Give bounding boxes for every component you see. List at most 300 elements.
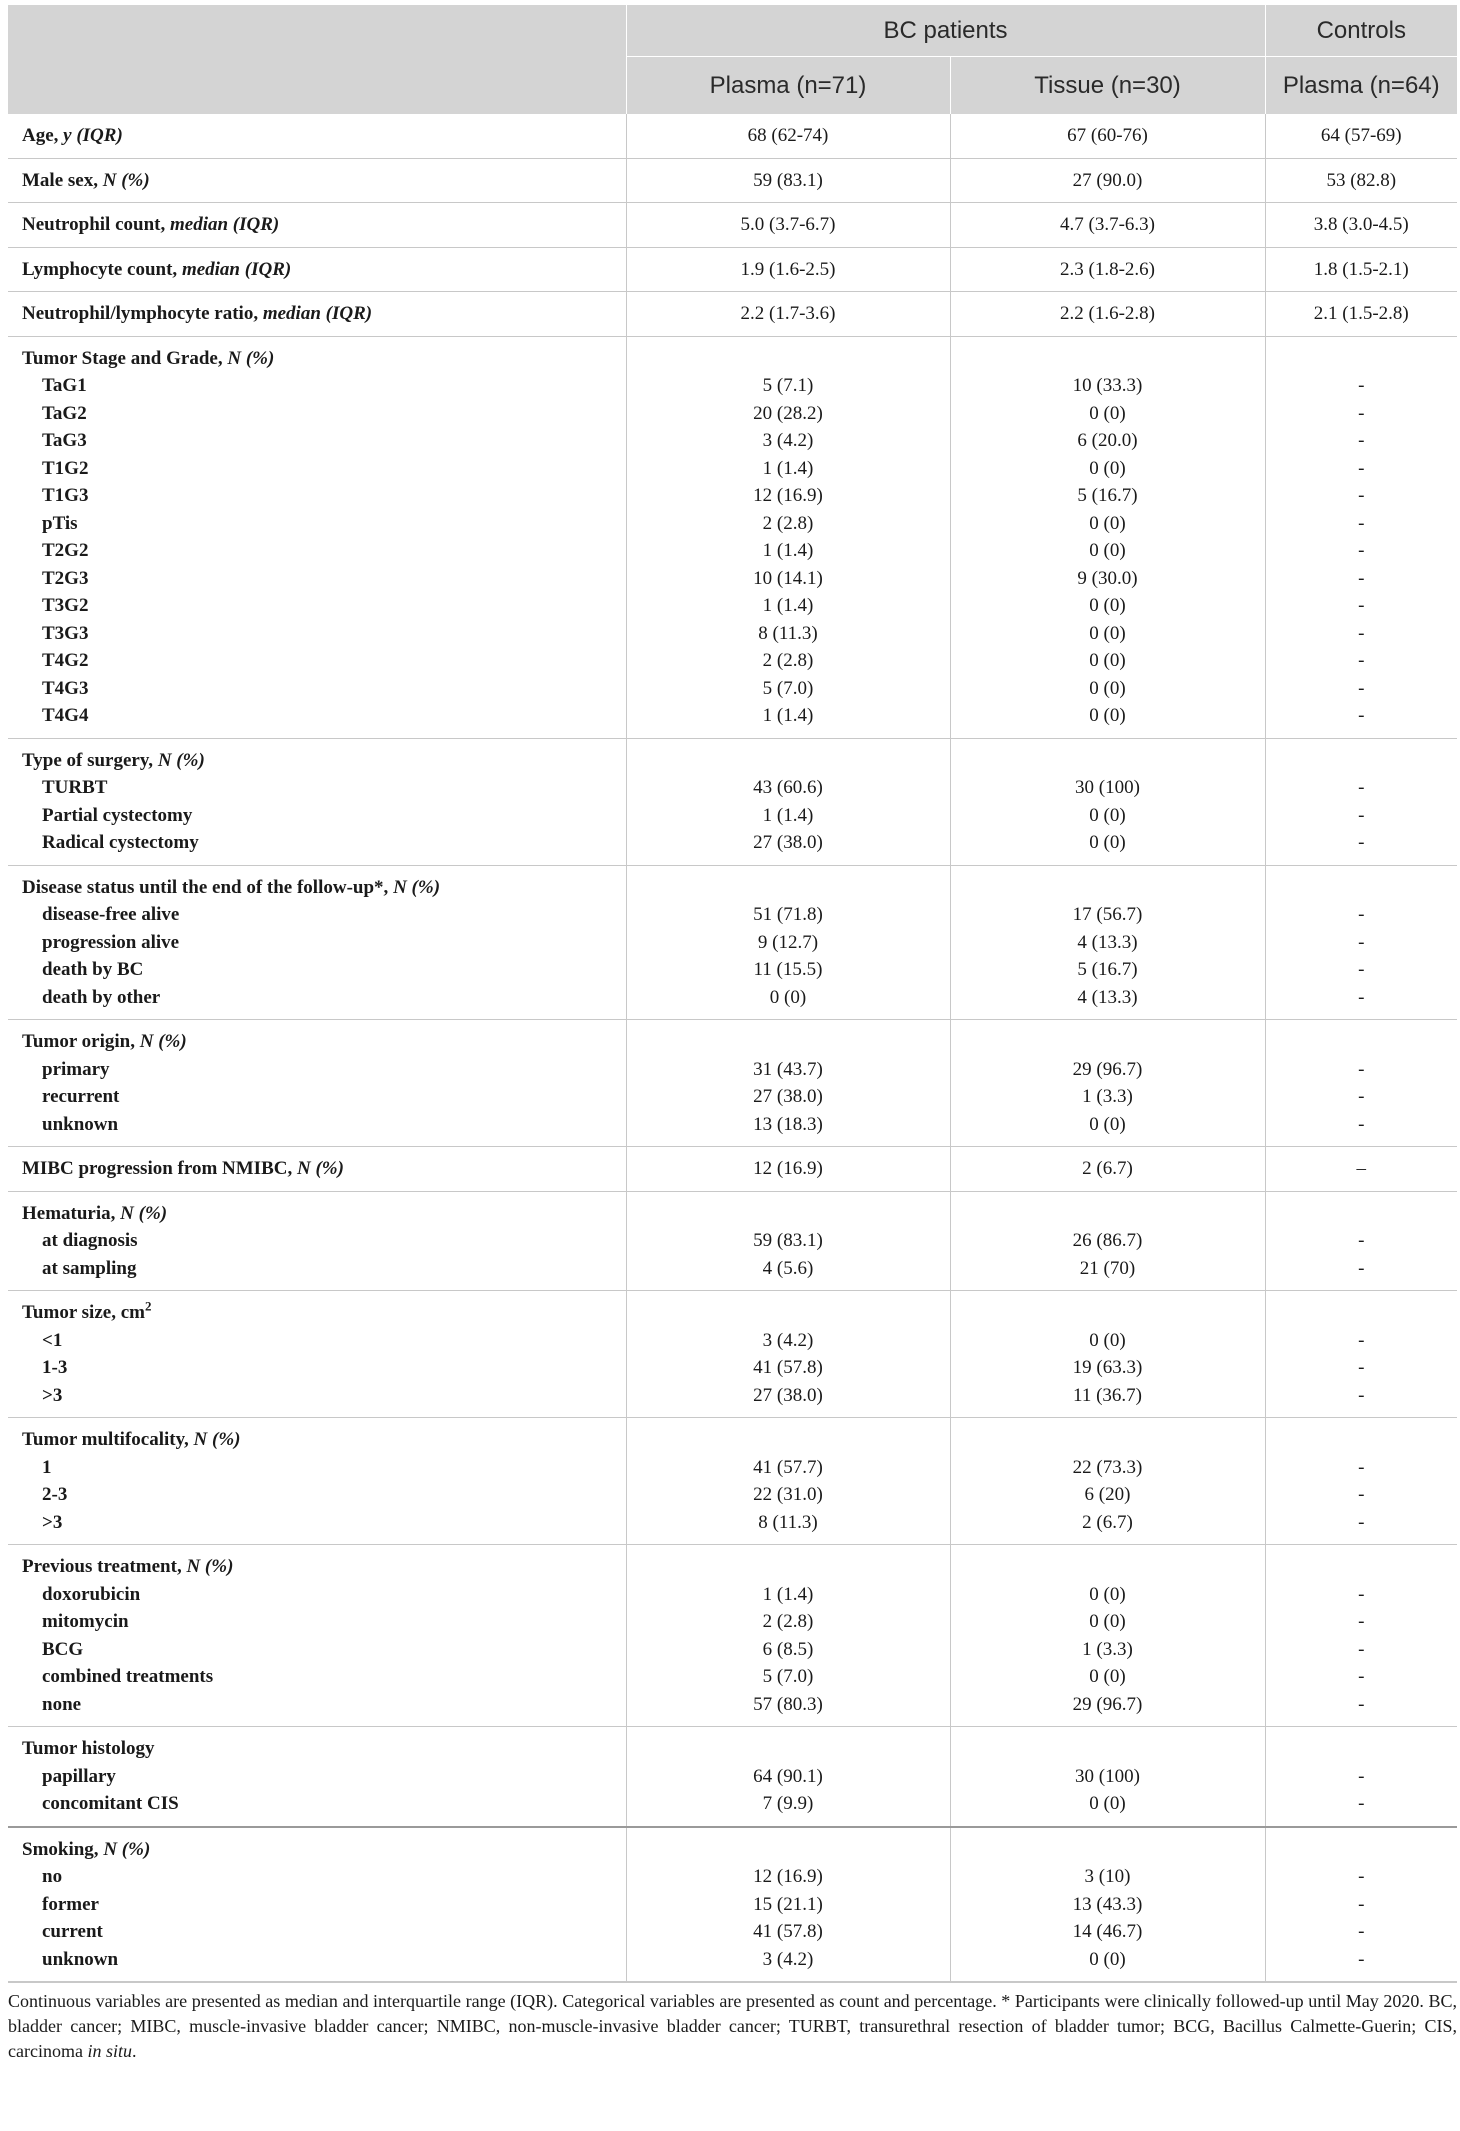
row-sublabel: pTis xyxy=(42,512,78,534)
row-bc-plasma: 59 (83.1) xyxy=(626,1227,950,1255)
group-multifocality-label-unit: N (%) xyxy=(193,1429,241,1450)
row-bc-plasma: 1 (1.4) xyxy=(626,1581,950,1609)
row-sublabel: <1 xyxy=(42,1329,63,1351)
table-row xyxy=(8,1481,1457,1509)
row-bc-plasma: 1 (1.4) xyxy=(626,592,950,620)
row-bc-tissue: 21 (70) xyxy=(950,1255,1265,1291)
row-sublabel: T3G2 xyxy=(42,595,89,616)
row-bc-plasma: 27 (38.0) xyxy=(626,829,950,865)
group-treatment-label-text: Previous treatment, xyxy=(22,1556,187,1577)
table-row xyxy=(8,1863,1457,1891)
table-row xyxy=(8,510,1457,538)
row-ctrl-plasma: - xyxy=(1265,675,1457,703)
table-row xyxy=(8,774,1457,802)
row-ctrl-plasma: - xyxy=(1265,592,1457,620)
row-male-label xyxy=(8,158,626,203)
group-stage-empty xyxy=(626,336,950,372)
row-nlr-bc-plasma: 2.2 (1.7-3.6) xyxy=(626,292,950,337)
row-sublabel: T3G3 xyxy=(42,622,89,644)
row-bc-plasma: 43 (60.6) xyxy=(626,774,950,802)
group-multifocality-label xyxy=(8,1418,626,1454)
row-sublabel: 1 xyxy=(42,1456,52,1478)
group-histology-label-text: Tumor histology xyxy=(22,1738,155,1759)
row-bc-plasma: 7 (9.9) xyxy=(626,1790,950,1827)
table-row xyxy=(8,1111,1457,1147)
group-smoking-label-unit: N (%) xyxy=(103,1838,151,1860)
row-sublabel: TaG3 xyxy=(42,430,87,451)
group-treatment-label-unit: N (%) xyxy=(186,1556,234,1577)
row-ctrl-plasma: - xyxy=(1265,1918,1457,1946)
group-hematuria-label xyxy=(8,1191,626,1227)
table-row xyxy=(8,802,1457,830)
group-header-histology xyxy=(8,1727,1457,1763)
row-bc-tissue: 0 (0) xyxy=(950,592,1265,620)
table-row xyxy=(8,1691,1457,1727)
row-sublabel: 2-3 xyxy=(42,1484,68,1505)
row-bc-plasma: 5 (7.1) xyxy=(626,372,950,400)
row-ctrl-plasma: - xyxy=(1265,1083,1457,1111)
group-surgery-empty xyxy=(1265,738,1457,774)
row-bc-plasma: 3 (4.2) xyxy=(626,1946,950,1982)
row-lymph-label-text: Lymphocyte count, xyxy=(22,258,182,280)
footnote-text: Continuous variables are presented as median and interquartile range (IQR). Categorical variables are presented as count and percentage. * Participants were clinically followed-up until May 2020. BC, bladder cancer; MIBC, muscle-invasive bladder cancer; NMIBC, non-muscle-invasive bladder cancer; TURBT, transurethral resection of bladder tumor; BCG, Bacillus Calmette-Guerin; CIS, carcinoma xyxy=(8,1991,1457,2061)
table-row xyxy=(8,1946,1457,1982)
row-sublabel: progression alive xyxy=(42,931,180,953)
row-neut-bc-plasma: 5.0 (3.7-6.7) xyxy=(626,203,950,248)
row-bc-plasma: 1 (1.4) xyxy=(626,702,950,738)
group-surgery-label xyxy=(8,738,626,774)
table-row xyxy=(8,1255,1457,1291)
row-ctrl-plasma: - xyxy=(1265,1863,1457,1891)
row-sublabel: T4G4 xyxy=(8,702,626,738)
group-size-empty xyxy=(626,1291,950,1327)
row-sublabel: former xyxy=(42,1893,99,1915)
row-bc-tissue: 5 (16.7) xyxy=(950,482,1265,510)
row-neut-ctrl-plasma: 3.8 (3.0-4.5) xyxy=(1265,203,1457,248)
row-bc-plasma: 3 (4.2) xyxy=(626,1327,950,1355)
row-ctrl-plasma: - xyxy=(1265,1056,1457,1084)
row-bc-plasma: 31 (43.7) xyxy=(626,1056,950,1084)
row-ctrl-plasma: - xyxy=(1265,802,1457,830)
group-histology-empty xyxy=(950,1727,1265,1763)
row-nlr-bc-tissue: 2.2 (1.6-2.8) xyxy=(950,292,1265,337)
group-origin-empty xyxy=(1265,1020,1457,1056)
group-smoking-label-text: Smoking, xyxy=(22,1838,104,1860)
row-bc-tissue: 0 (0) xyxy=(950,455,1265,483)
group-hematuria-empty xyxy=(626,1191,950,1227)
row-bc-plasma: 13 (18.3) xyxy=(626,1111,950,1147)
group-surgery-empty xyxy=(950,738,1265,774)
row-bc-tissue: 0 (0) xyxy=(950,620,1265,648)
row-bc-plasma: 0 (0) xyxy=(626,984,950,1020)
group-header-status xyxy=(8,865,1457,901)
row-sublabel: TaG1 xyxy=(42,375,87,396)
row-neut-label xyxy=(8,203,626,248)
table-row xyxy=(8,372,1457,400)
row-lymph-bc-tissue: 2.3 (1.8-2.6) xyxy=(950,247,1265,292)
group-hematuria-empty xyxy=(1265,1191,1457,1227)
row-bc-plasma: 41 (57.7) xyxy=(626,1454,950,1482)
row-bc-tissue: 13 (43.3) xyxy=(950,1891,1265,1919)
group-status-label-unit: N (%) xyxy=(393,876,441,898)
row-nlr-label-unit: median (IQR) xyxy=(262,303,373,324)
row-sublabel: unknown xyxy=(8,1946,626,1982)
row-ctrl-plasma: - xyxy=(1265,427,1457,455)
row-ctrl-plasma: - xyxy=(1265,647,1457,675)
table-body xyxy=(8,114,1457,1982)
group-status-empty xyxy=(626,865,950,901)
row-ctrl-plasma: - xyxy=(1265,1255,1457,1291)
row-ctrl-plasma: - xyxy=(1265,1946,1457,1982)
row-male-bc-plasma: 59 (83.1) xyxy=(626,158,950,203)
table-row xyxy=(8,1056,1457,1084)
row-sublabel: concomitant CIS xyxy=(8,1790,626,1827)
row-sublabel: T1G3 xyxy=(42,485,89,506)
row-sublabel: none xyxy=(8,1691,626,1727)
row-ctrl-plasma: - xyxy=(1265,1891,1457,1919)
row-bc-tissue: 0 (0) xyxy=(950,802,1265,830)
group-hematuria-label-unit: N (%) xyxy=(120,1202,168,1224)
row-sublabel: papillary xyxy=(42,1765,116,1787)
row-lymph-label-unit: median (IQR) xyxy=(181,258,292,280)
table-row xyxy=(8,1509,1457,1545)
row-age-label-text: Age, xyxy=(22,125,64,146)
row-bc-plasma: 12 (16.9) xyxy=(626,1863,950,1891)
table-row xyxy=(8,702,1457,738)
row-ctrl-plasma: - xyxy=(1265,984,1457,1020)
table-header xyxy=(8,5,1457,114)
row-ctrl-plasma: - xyxy=(1265,372,1457,400)
footnote-end: . xyxy=(131,2041,137,2061)
row-bc-plasma: 10 (14.1) xyxy=(626,565,950,593)
row-ctrl-plasma: - xyxy=(1265,1790,1457,1827)
row-mibc-ctrl-plasma: – xyxy=(1265,1147,1457,1192)
table-row xyxy=(8,956,1457,984)
row-bc-plasma: 57 (80.3) xyxy=(626,1691,950,1727)
table-row xyxy=(8,1354,1457,1382)
row-ctrl-plasma: - xyxy=(1265,1454,1457,1482)
table-row xyxy=(8,647,1457,675)
row-sublabel: disease-free alive xyxy=(42,904,180,925)
row-sublabel: 1-3 xyxy=(42,1357,68,1378)
header-blank xyxy=(8,5,626,114)
row-mibc-label-unit: N (%) xyxy=(296,1158,344,1179)
row-sublabel: T2G3 xyxy=(42,567,89,589)
row-ctrl-plasma: - xyxy=(1265,510,1457,538)
row-bc-plasma: 2 (2.8) xyxy=(626,510,950,538)
row-bc-plasma: 6 (8.5) xyxy=(626,1636,950,1664)
table-row-age xyxy=(8,114,1457,158)
row-sublabel: mitomycin xyxy=(42,1611,129,1632)
table-row xyxy=(8,427,1457,455)
group-header-multifocality xyxy=(8,1418,1457,1454)
table-row xyxy=(8,455,1457,483)
row-ctrl-plasma: - xyxy=(1265,1691,1457,1727)
group-stage-label-unit: N (%) xyxy=(227,347,275,369)
group-origin-label-unit: N (%) xyxy=(139,1031,187,1052)
row-bc-tissue: 0 (0) xyxy=(950,1581,1265,1609)
row-bc-tissue: 0 (0) xyxy=(950,400,1265,428)
row-bc-tissue: 30 (100) xyxy=(950,1763,1265,1791)
row-sublabel: TURBT xyxy=(42,777,108,798)
group-smoking-empty xyxy=(1265,1827,1457,1864)
row-age-ctrl-plasma: 64 (57-69) xyxy=(1265,114,1457,158)
row-bc-plasma: 2 (2.8) xyxy=(626,1608,950,1636)
row-ctrl-plasma: - xyxy=(1265,1509,1457,1545)
group-header-surgery xyxy=(8,738,1457,774)
group-stage-empty xyxy=(950,336,1265,372)
table-row xyxy=(8,1454,1457,1482)
row-bc-plasma: 5 (7.0) xyxy=(626,675,950,703)
row-bc-tissue: 19 (63.3) xyxy=(950,1354,1265,1382)
row-bc-tissue: 1 (3.3) xyxy=(950,1636,1265,1664)
row-bc-tissue: 0 (0) xyxy=(950,1663,1265,1691)
group-treatment-empty xyxy=(626,1545,950,1581)
table-row-neut xyxy=(8,203,1457,248)
row-bc-tissue: 5 (16.7) xyxy=(950,956,1265,984)
group-surgery-label-text: Type of surgery, xyxy=(22,749,158,771)
group-treatment-empty xyxy=(950,1545,1265,1581)
row-ctrl-plasma: - xyxy=(1265,620,1457,648)
table-row xyxy=(8,1083,1457,1111)
row-bc-plasma: 8 (11.3) xyxy=(626,620,950,648)
row-bc-tissue: 0 (0) xyxy=(950,1327,1265,1355)
row-bc-tissue: 30 (100) xyxy=(950,774,1265,802)
row-bc-plasma: 64 (90.1) xyxy=(626,1763,950,1791)
group-size-label-text: Tumor size, cm xyxy=(22,1302,145,1323)
row-bc-tissue: 9 (30.0) xyxy=(950,565,1265,593)
table-row xyxy=(8,829,1457,865)
group-header-hematuria xyxy=(8,1191,1457,1227)
row-bc-plasma: 2 (2.8) xyxy=(626,647,950,675)
row-lymph-ctrl-plasma: 1.8 (1.5-2.1) xyxy=(1265,247,1457,292)
row-ctrl-plasma: - xyxy=(1265,1581,1457,1609)
row-sublabel: no xyxy=(42,1866,63,1887)
row-sublabel: >3 xyxy=(8,1382,626,1418)
group-multifocality-empty xyxy=(626,1418,950,1454)
table-row xyxy=(8,1663,1457,1691)
row-bc-plasma: 20 (28.2) xyxy=(626,400,950,428)
row-bc-tissue: 2 (6.7) xyxy=(950,1509,1265,1545)
row-ctrl-plasma: - xyxy=(1265,702,1457,738)
group-treatment-empty xyxy=(1265,1545,1457,1581)
row-ctrl-plasma: - xyxy=(1265,829,1457,865)
group-multifocality-label-text: Tumor multifocality, xyxy=(22,1429,194,1450)
table-row xyxy=(8,1763,1457,1791)
table-row xyxy=(8,1636,1457,1664)
group-stage-label xyxy=(8,336,626,372)
row-bc-plasma: 11 (15.5) xyxy=(626,956,950,984)
row-sublabel: Partial cystectomy xyxy=(42,804,193,826)
row-lymph-bc-plasma: 1.9 (1.6-2.5) xyxy=(626,247,950,292)
row-ctrl-plasma: - xyxy=(1265,774,1457,802)
row-ctrl-plasma: - xyxy=(1265,1354,1457,1382)
row-bc-plasma: 3 (4.2) xyxy=(626,427,950,455)
row-bc-tissue: 10 (33.3) xyxy=(950,372,1265,400)
group-smoking-empty xyxy=(950,1827,1265,1864)
row-male-label-unit: N (%) xyxy=(102,169,150,191)
row-bc-tissue: 3 (10) xyxy=(950,1863,1265,1891)
group-header-size xyxy=(8,1291,1457,1327)
group-origin-label xyxy=(8,1020,626,1056)
table-row xyxy=(8,1608,1457,1636)
row-ctrl-plasma: - xyxy=(1265,1327,1457,1355)
table-row xyxy=(8,482,1457,510)
table-row xyxy=(8,1918,1457,1946)
row-sublabel: BCG xyxy=(42,1638,84,1660)
row-nlr-label-text: Neutrophil/lymphocyte ratio, xyxy=(22,303,263,324)
row-bc-tissue: 29 (96.7) xyxy=(950,1056,1265,1084)
row-ctrl-plasma: - xyxy=(1265,1481,1457,1509)
characteristics-table xyxy=(8,5,1457,1982)
group-origin-empty xyxy=(950,1020,1265,1056)
row-age-label-unit: y (IQR) xyxy=(63,125,123,146)
row-mibc-bc-plasma: 12 (16.9) xyxy=(626,1147,950,1192)
row-bc-plasma: 51 (71.8) xyxy=(626,901,950,929)
row-ctrl-plasma: - xyxy=(1265,1608,1457,1636)
row-ctrl-plasma: - xyxy=(1265,1636,1457,1664)
table-row xyxy=(8,1581,1457,1609)
group-histology-empty xyxy=(1265,1727,1457,1763)
group-origin-label-text: Tumor origin, xyxy=(22,1031,140,1052)
table-row xyxy=(8,929,1457,957)
row-sublabel: T1G2 xyxy=(42,457,89,479)
table-row-mibc xyxy=(8,1147,1457,1192)
group-treatment-label xyxy=(8,1545,626,1581)
row-neut-label-unit: median (IQR) xyxy=(169,214,280,235)
group-status-empty xyxy=(1265,865,1457,901)
row-sublabel: combined treatments xyxy=(42,1666,214,1687)
row-bc-plasma: 22 (31.0) xyxy=(626,1481,950,1509)
row-ctrl-plasma: - xyxy=(1265,1111,1457,1147)
table-row xyxy=(8,537,1457,565)
row-sublabel: current xyxy=(42,1921,103,1942)
row-male-label-text: Male sex, xyxy=(22,169,103,191)
row-bc-plasma: 1 (1.4) xyxy=(626,537,950,565)
row-ctrl-plasma: - xyxy=(1265,1382,1457,1418)
row-bc-plasma: 15 (21.1) xyxy=(626,1891,950,1919)
row-sublabel: T2G2 xyxy=(42,540,89,561)
row-sublabel: doxorubicin xyxy=(42,1583,141,1605)
table-row xyxy=(8,620,1457,648)
table-row xyxy=(8,1382,1457,1418)
header-group-controls: Controls xyxy=(1265,5,1457,57)
group-surgery-label-unit: N (%) xyxy=(157,749,205,771)
table-row xyxy=(8,400,1457,428)
row-bc-plasma: 41 (57.8) xyxy=(626,1354,950,1382)
row-mibc-bc-tissue: 2 (6.7) xyxy=(950,1147,1265,1192)
row-male-bc-tissue: 27 (90.0) xyxy=(950,158,1265,203)
row-bc-tissue: 4 (13.3) xyxy=(950,984,1265,1020)
row-bc-plasma: 12 (16.9) xyxy=(626,482,950,510)
row-ctrl-plasma: - xyxy=(1265,929,1457,957)
row-ctrl-plasma: - xyxy=(1265,1227,1457,1255)
table-row xyxy=(8,565,1457,593)
group-multifocality-empty xyxy=(950,1418,1265,1454)
group-hematuria-label-text: Hematuria, xyxy=(22,1202,121,1224)
row-bc-plasma: 5 (7.0) xyxy=(626,1663,950,1691)
row-ctrl-plasma: - xyxy=(1265,1663,1457,1691)
row-bc-tissue: 0 (0) xyxy=(950,702,1265,738)
row-bc-tissue: 6 (20) xyxy=(950,1481,1265,1509)
row-ctrl-plasma: - xyxy=(1265,901,1457,929)
row-sublabel: at diagnosis xyxy=(42,1230,138,1251)
row-sublabel: Radical cystectomy xyxy=(8,829,626,865)
row-bc-tissue: 0 (0) xyxy=(950,829,1265,865)
group-origin-empty xyxy=(626,1020,950,1056)
row-bc-tissue: 17 (56.7) xyxy=(950,901,1265,929)
table-row xyxy=(8,675,1457,703)
table-row xyxy=(8,1790,1457,1827)
group-stage-empty xyxy=(1265,336,1457,372)
row-bc-tissue: 29 (96.7) xyxy=(950,1691,1265,1727)
row-ctrl-plasma: - xyxy=(1265,1763,1457,1791)
row-bc-tissue: 4 (13.3) xyxy=(950,929,1265,957)
row-neut-label-text: Neutrophil count, xyxy=(22,214,170,235)
table-row-nlr xyxy=(8,292,1457,337)
row-sublabel: TaG2 xyxy=(42,402,87,424)
row-male-ctrl-plasma: 53 (82.8) xyxy=(1265,158,1457,203)
group-size-empty xyxy=(950,1291,1265,1327)
row-ctrl-plasma: - xyxy=(1265,455,1457,483)
header-group-bc: BC patients xyxy=(626,5,1265,57)
row-bc-tissue: 0 (0) xyxy=(950,537,1265,565)
row-bc-plasma: 4 (5.6) xyxy=(626,1255,950,1291)
table-row-lymph xyxy=(8,247,1457,292)
group-header-smoking xyxy=(8,1827,1457,1864)
group-size-empty xyxy=(1265,1291,1457,1327)
row-ctrl-plasma: - xyxy=(1265,537,1457,565)
row-bc-tissue: 6 (20.0) xyxy=(950,427,1265,455)
row-mibc-label xyxy=(8,1147,626,1192)
row-bc-plasma: 27 (38.0) xyxy=(626,1083,950,1111)
row-age-bc-plasma: 68 (62-74) xyxy=(626,114,950,158)
row-bc-plasma: 9 (12.7) xyxy=(626,929,950,957)
row-ctrl-plasma: - xyxy=(1265,482,1457,510)
row-bc-plasma: 27 (38.0) xyxy=(626,1382,950,1418)
table-row xyxy=(8,1891,1457,1919)
table-row-male xyxy=(8,158,1457,203)
row-bc-tissue: 0 (0) xyxy=(950,510,1265,538)
group-status-empty xyxy=(950,865,1265,901)
row-bc-tissue: 0 (0) xyxy=(950,675,1265,703)
row-nlr-ctrl-plasma: 2.1 (1.5-2.8) xyxy=(1265,292,1457,337)
row-sublabel: T4G2 xyxy=(42,650,89,671)
group-smoking-empty xyxy=(626,1827,950,1864)
row-sublabel: T4G3 xyxy=(42,677,89,699)
row-bc-plasma: 1 (1.4) xyxy=(626,455,950,483)
row-neut-bc-tissue: 4.7 (3.7-6.3) xyxy=(950,203,1265,248)
row-bc-tissue: 14 (46.7) xyxy=(950,1918,1265,1946)
group-hematuria-empty xyxy=(950,1191,1265,1227)
table-row xyxy=(8,592,1457,620)
table-row xyxy=(8,1327,1457,1355)
row-bc-plasma: 1 (1.4) xyxy=(626,802,950,830)
group-histology-label xyxy=(8,1727,626,1763)
row-sublabel: at sampling xyxy=(8,1255,626,1291)
group-histology-empty xyxy=(626,1727,950,1763)
row-bc-tissue: 1 (3.3) xyxy=(950,1083,1265,1111)
row-bc-tissue: 26 (86.7) xyxy=(950,1227,1265,1255)
row-sublabel: death by BC xyxy=(42,959,144,980)
row-bc-tissue: 0 (0) xyxy=(950,1790,1265,1827)
row-nlr-label xyxy=(8,292,626,337)
group-status-label xyxy=(8,865,626,901)
row-lymph-label xyxy=(8,247,626,292)
group-header-stage xyxy=(8,336,1457,372)
group-surgery-empty xyxy=(626,738,950,774)
row-bc-plasma: 41 (57.8) xyxy=(626,1918,950,1946)
